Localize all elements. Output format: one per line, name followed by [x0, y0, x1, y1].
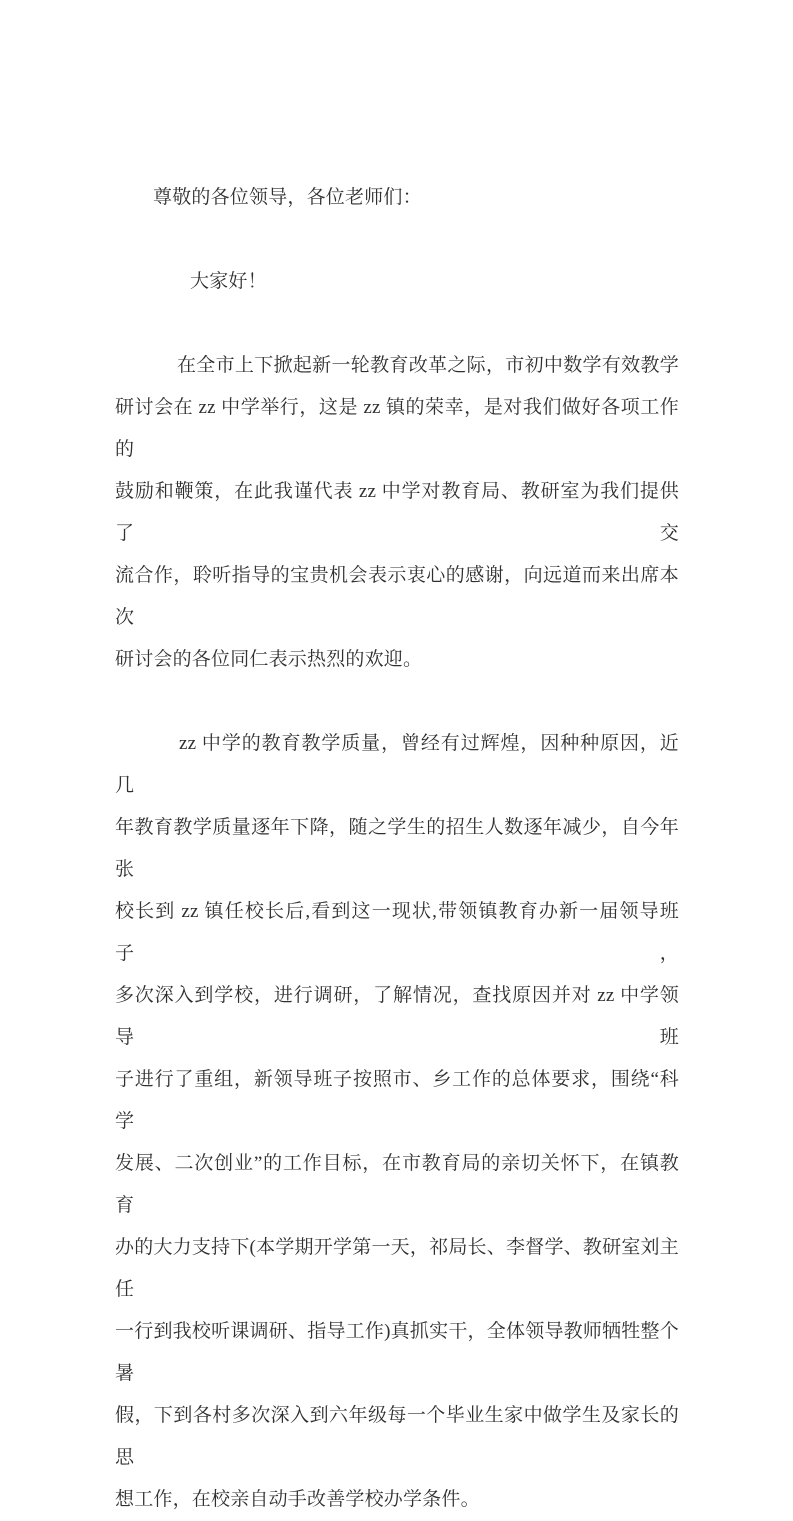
text-line: 子进行了重组，新领导班子按照市、乡工作的总体要求，围绕“科学 — [115, 1069, 679, 1132]
text-line: 假，下到各村多次深入到六年级每一个毕业生家中做学生及家长的思 — [115, 1405, 679, 1468]
document-body — [115, 177, 679, 1521]
text-line: 校长到 zz 镇任校长后,看到这一现状,带领镇教育办新一届领导班子， — [115, 901, 679, 964]
text-line: 多次深入到学校，进行调研，了解情况，查找原因并对 zz 中学领导班 — [115, 985, 679, 1048]
text-line: 尊敬的各位领导，各位老师们： — [153, 187, 422, 208]
text-line: 发展、二次创业”的工作目标，在市教育局的亲切关怀下，在镇教育 — [115, 1153, 679, 1216]
text-line: zz 中学的教育教学质量，曾经有过辉煌，因种种原因，近几 — [115, 733, 679, 796]
paragraph-school-situation — [115, 723, 679, 1521]
text-line: 办的大力支持下(本学期开学第一天，祁局长、李督学、教研室刘主任 — [115, 1237, 679, 1300]
text-line: 鼓励和鞭策，在此我谨代表 zz 中学对教育局、教研室为我们提供了交 — [115, 481, 679, 544]
paragraph-salutation — [115, 177, 679, 219]
text-line: 想工作，在校亲自动手改善学校办学条件。 — [115, 1489, 480, 1510]
text-line: 流合作，聆听指导的宝贵机会表示衷心的感谢，向远道而来出席本次 — [115, 565, 679, 628]
paragraph-opening-welcome — [115, 345, 679, 681]
text-line: 研讨会的各位同仁表示热烈的欢迎。 — [115, 649, 423, 670]
text-line: 研讨会在 zz 中学举行，这是 zz 镇的荣幸，是对我们做好各项工作的 — [115, 397, 679, 460]
text-line: 一行到我校听课调研、指导工作)真抓实干，全体领导教师牺牲整个暑 — [115, 1321, 679, 1384]
text-line: 大家好！ — [190, 271, 267, 292]
text-line: 在全市上下掀起新一轮教育改革之际，市初中数学有效教学 — [177, 355, 679, 376]
paragraph-greeting — [115, 261, 679, 303]
text-line: 年教育教学质量逐年下降，随之学生的招生人数逐年减少，自今年张 — [115, 817, 679, 880]
